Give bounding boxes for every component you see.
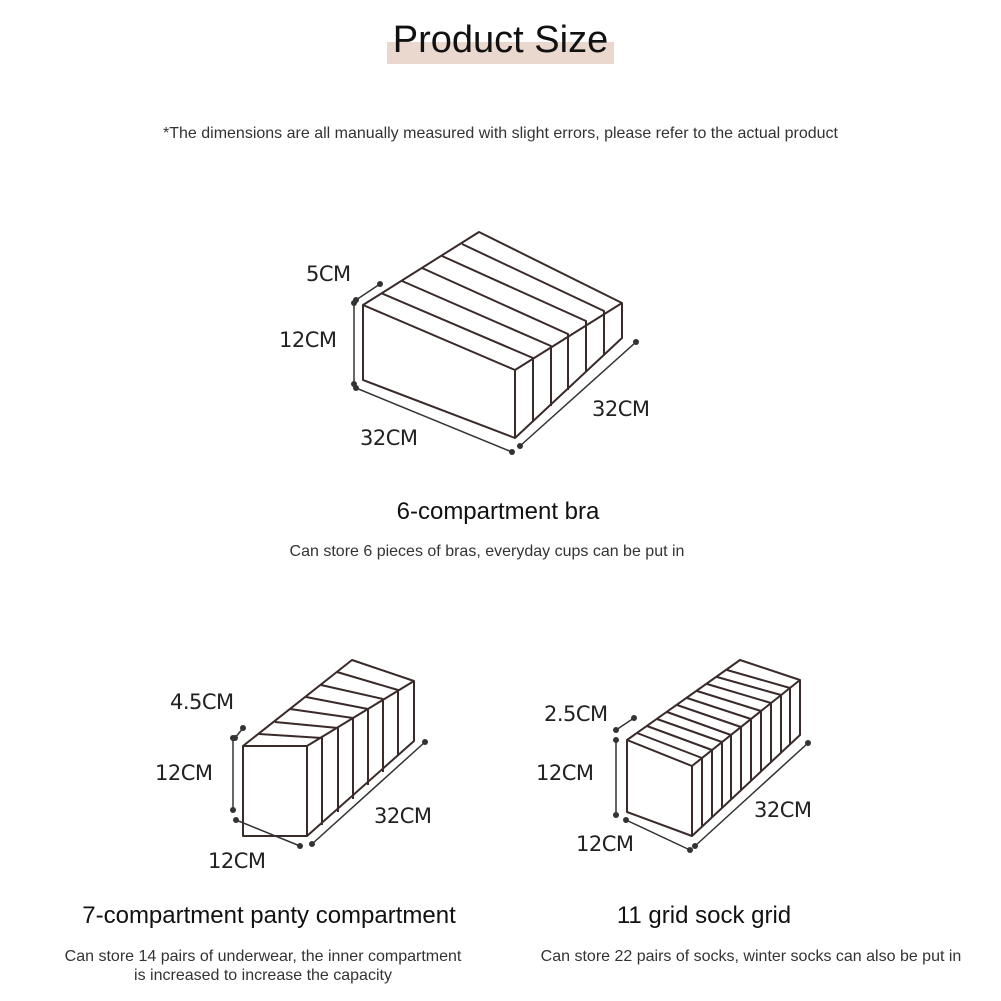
panty-description-line-1: Can store 14 pairs of underwear, the inner compartment [64,948,462,965]
bra-height-dimension: 12CM [279,328,337,352]
panty-dividers [259,672,398,825]
bra-product-description: Can store 6 pieces of bras, everyday cups can be put in [289,543,685,560]
sock-product-description: Can store 22 pairs of socks, winter socks can also be put in [540,948,962,965]
sock-organizer-drawing [613,660,811,853]
panty-product-name: 7-compartment panty compartment [82,902,456,929]
panty-width-dimension: 12CM [208,849,266,873]
sock-front-face [627,740,692,836]
bra-width-dimension: 32CM [360,426,418,450]
sock-product-name: 11 grid sock grid [616,902,792,929]
panty-description-line-2: is increased to increase the capacity [134,967,392,984]
bra-front-face [363,305,515,438]
panty-height-dimension: 12CM [155,761,213,785]
bra-back-edge [363,232,622,305]
measurement-note: *The dimensions are all manually measured with slight errors, please refer to the actual product [163,125,838,142]
sock-compartment-dimension: 2.5CM [544,702,608,726]
panty-length-dimension: 32CM [374,804,432,828]
bra-organizer-drawing [351,232,639,455]
panty-compartment-dimension: 4.5CM [170,690,234,714]
bra-product-name: 6-compartment bra [396,498,600,525]
bra-compartment-dimension: 5CM [306,262,351,286]
sock-length-dimension: 32CM [754,798,812,822]
panty-product-description [14,947,512,985]
page-title-text: Product Size [392,19,609,61]
bra-length-dimension: 32CM [592,397,650,421]
bra-dividers [381,244,604,422]
sock-height-dimension: 12CM [536,761,594,785]
panty-front-face [243,746,307,836]
sock-width-dimension: 12CM [576,832,634,856]
